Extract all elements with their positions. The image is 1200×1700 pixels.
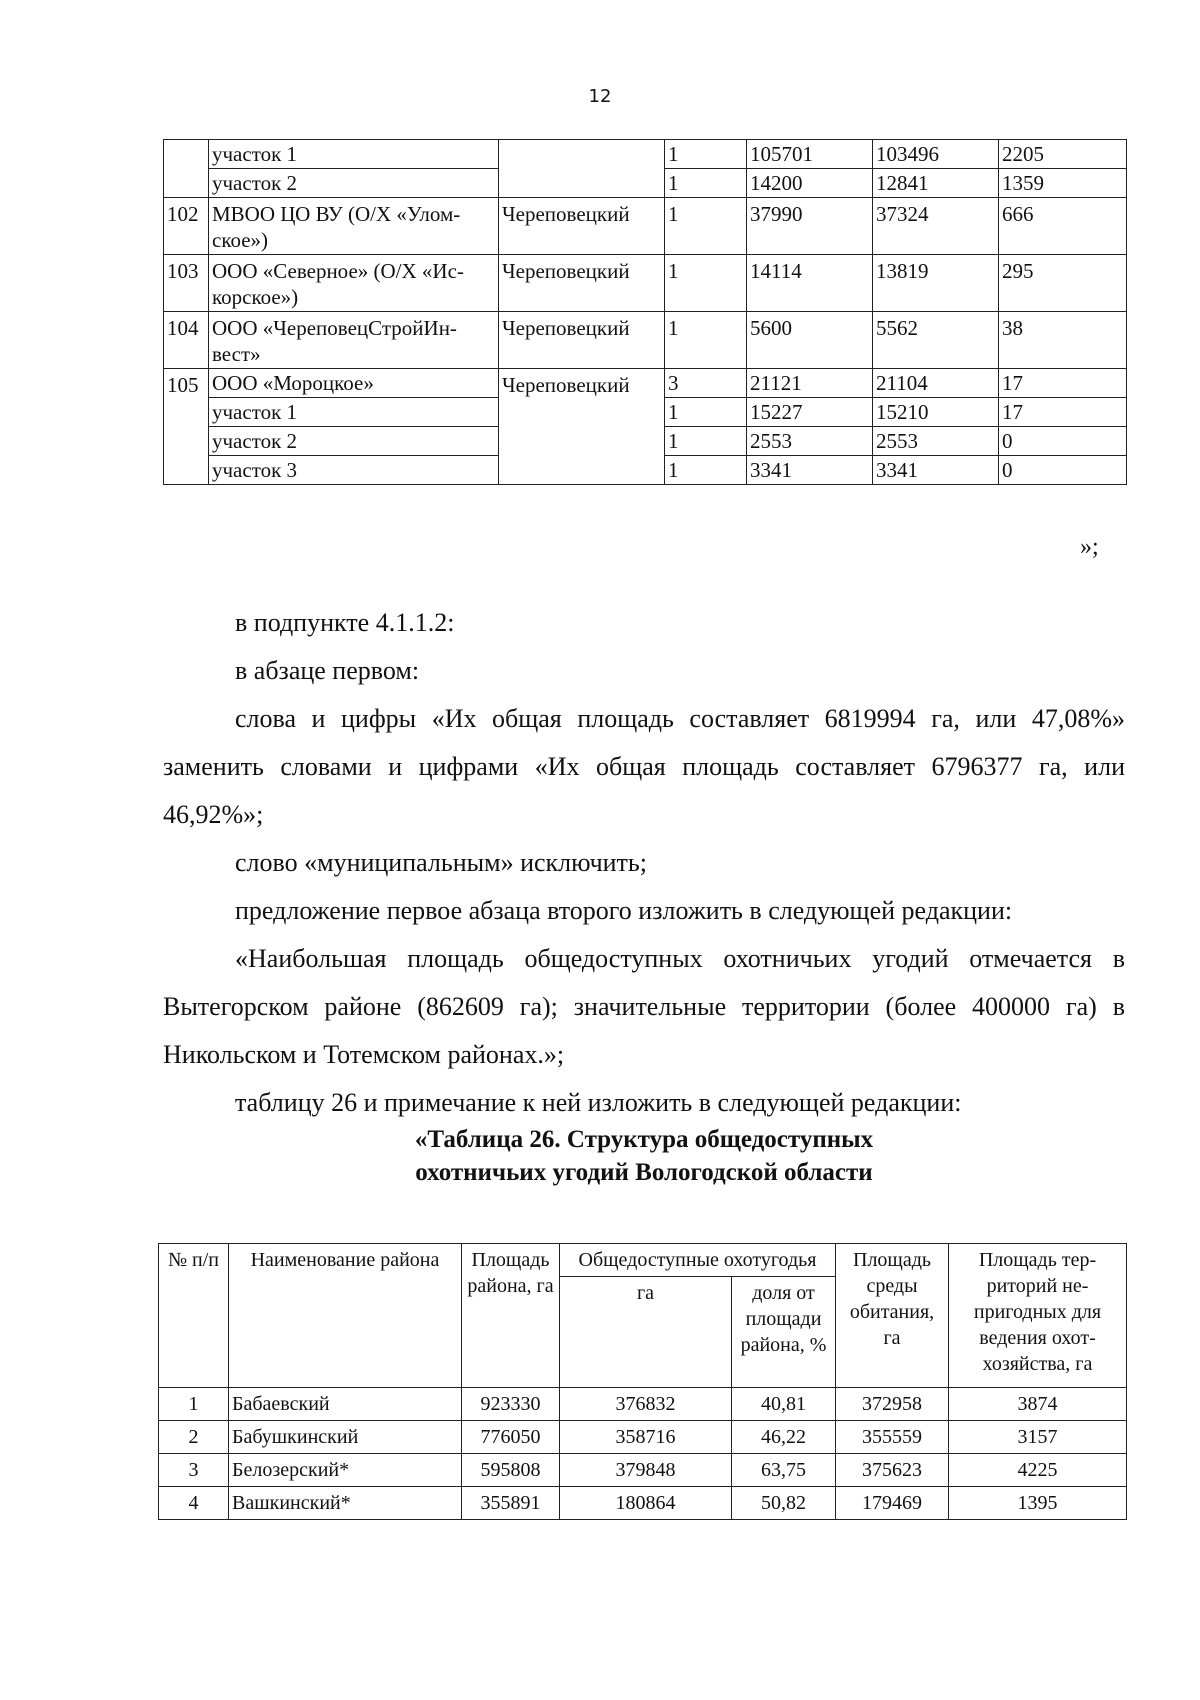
district-area-cell: 776050 [462, 1421, 560, 1454]
table-row [159, 1388, 1127, 1421]
table-row [159, 1487, 1127, 1520]
num-cell: 3 [159, 1454, 229, 1487]
name-cell: участок 2 [209, 169, 499, 198]
paragraph-quote-line-2: Вытегорском районе (862609 га); значительные территории (более 400000 га) в [163, 992, 1125, 1021]
table-row [164, 312, 1127, 369]
page-number: 12 [588, 86, 612, 107]
caption-line-1: «Таблица 26. Структура общедоступных [414, 1126, 874, 1153]
paragraph-replace-line-1: слова и цифры «Их общая площадь составляет 6819994 га, или 47,08%» [235, 704, 1125, 733]
share-cell: 50,82 [732, 1487, 836, 1520]
area-cell: 14200 [747, 169, 873, 198]
paragraph-replace-line-3: 46,92%»; [163, 800, 264, 829]
count-cell: 1 [665, 427, 747, 456]
district-area-cell: 595808 [462, 1454, 560, 1487]
district-name-cell: Бабушкинский [229, 1421, 462, 1454]
count-cell: 1 [665, 140, 747, 169]
header-row [159, 1244, 1127, 1277]
table-row [164, 140, 1127, 169]
paragraph-quote-line-3: Никольском и Тотемском районах.»; [163, 1040, 565, 1069]
share-cell: 40,81 [732, 1388, 836, 1421]
paragraph-exclude-word: слово «муниципальным» исключить; [235, 848, 648, 877]
public-hunting-grounds-table [158, 1243, 1127, 1520]
paragraph-quote-line-1: «Наибольшая площадь общедоступных охотничьих угодий отмечается в [235, 944, 1125, 973]
area-cell: 3341 [747, 456, 873, 485]
hunting-grounds-table-continued [163, 139, 1127, 485]
header-district-area: Площадь района, га [462, 1244, 560, 1388]
num-cell: 1 [159, 1388, 229, 1421]
closing-quote-mark: »; [1080, 534, 1099, 560]
num-cell: 4 [159, 1487, 229, 1520]
paragraph-replace-line-2: заменить словами и цифрами «Их общая площадь составляет 6796377 га, или [163, 752, 1125, 781]
area-cell: 14114 [747, 255, 873, 312]
unfit-cell: 4225 [949, 1454, 1127, 1487]
area-cell: 5600 [747, 312, 873, 369]
header-habitat-area: Площадь среды обитания, га [836, 1244, 949, 1388]
table-row [164, 198, 1127, 255]
habitat-cell: 15210 [873, 398, 999, 427]
area-cell: 105701 [747, 140, 873, 169]
name-cell: ООО «Мороцкое» [209, 369, 499, 398]
unfit-cell: 0 [999, 456, 1127, 485]
name-cell: участок 3 [209, 456, 499, 485]
unfit-cell: 1395 [949, 1487, 1127, 1520]
district-cell: Череповецкий [499, 369, 665, 485]
unfit-cell: 666 [999, 198, 1127, 255]
district-name-cell: Вашкинский* [229, 1487, 462, 1520]
habitat-cell: 37324 [873, 198, 999, 255]
header-public-grounds: Общедоступные охотугодья [560, 1244, 836, 1277]
count-cell: 1 [665, 456, 747, 485]
share-cell: 46,22 [732, 1421, 836, 1454]
row-number-cell [164, 140, 209, 198]
table-row [164, 369, 1127, 398]
name-cell: ООО «ЧереповецСтройИн-вест» [209, 312, 499, 369]
table-row [159, 1421, 1127, 1454]
habitat-cell: 375623 [836, 1454, 949, 1487]
public-ha-cell: 358716 [560, 1421, 732, 1454]
unfit-cell: 2205 [999, 140, 1127, 169]
district-name-cell: Белозерский* [229, 1454, 462, 1487]
name-cell: участок 1 [209, 398, 499, 427]
area-cell: 37990 [747, 198, 873, 255]
district-cell [499, 140, 665, 198]
habitat-cell: 355559 [836, 1421, 949, 1454]
habitat-cell: 103496 [873, 140, 999, 169]
habitat-cell: 372958 [836, 1388, 949, 1421]
header-district-name: Наименование района [229, 1244, 462, 1388]
paragraph-first-section: в абзаце первом: [235, 656, 420, 685]
caption-line-2: охотничьих угодий Вологодской области [415, 1159, 873, 1186]
row-number-cell: 104 [164, 312, 209, 369]
district-cell: Череповецкий [499, 255, 665, 312]
habitat-cell: 12841 [873, 169, 999, 198]
district-area-cell: 923330 [462, 1388, 560, 1421]
paragraph-new-sentence: предложение первое абзаца второго изложить в следующей редакции: [235, 896, 1013, 925]
unfit-cell: 17 [999, 369, 1127, 398]
share-cell: 63,75 [732, 1454, 836, 1487]
table-row [159, 1454, 1127, 1487]
district-cell: Череповецкий [499, 312, 665, 369]
unfit-cell: 1359 [999, 169, 1127, 198]
habitat-cell: 5562 [873, 312, 999, 369]
unfit-cell: 38 [999, 312, 1127, 369]
header-public-share: доля от площади района, % [732, 1277, 836, 1388]
count-cell: 3 [665, 369, 747, 398]
name-cell: участок 2 [209, 427, 499, 456]
row-number-cell: 105 [164, 369, 209, 485]
public-ha-cell: 379848 [560, 1454, 732, 1487]
table-caption [163, 1123, 1125, 1189]
habitat-cell: 21104 [873, 369, 999, 398]
header-public-ha: га [560, 1277, 732, 1388]
paragraph-table-intro: таблицу 26 и примечание к ней изложить в следующей редакции: [235, 1088, 962, 1117]
name-cell: МВОО ЦО ВУ (О/Х «Улом-ское») [209, 198, 499, 255]
area-cell: 2553 [747, 427, 873, 456]
row-number-cell: 102 [164, 198, 209, 255]
habitat-cell: 179469 [836, 1487, 949, 1520]
name-cell: ООО «Северное» (О/Х «Ис-корское») [209, 255, 499, 312]
district-name-cell: Бабаевский [229, 1388, 462, 1421]
unfit-cell: 0 [999, 427, 1127, 456]
district-area-cell: 355891 [462, 1487, 560, 1520]
paragraph-subclause: в подпункте 4.1.1.2: [235, 608, 455, 637]
public-ha-cell: 180864 [560, 1487, 732, 1520]
row-number-cell: 103 [164, 255, 209, 312]
count-cell: 1 [665, 312, 747, 369]
habitat-cell: 13819 [873, 255, 999, 312]
num-cell: 2 [159, 1421, 229, 1454]
table-row [164, 255, 1127, 312]
habitat-cell: 3341 [873, 456, 999, 485]
name-cell: участок 1 [209, 140, 499, 169]
unfit-cell: 3157 [949, 1421, 1127, 1454]
unfit-cell: 17 [999, 398, 1127, 427]
area-cell: 15227 [747, 398, 873, 427]
district-cell: Череповецкий [499, 198, 665, 255]
unfit-cell: 295 [999, 255, 1127, 312]
count-cell: 1 [665, 198, 747, 255]
count-cell: 1 [665, 398, 747, 427]
habitat-cell: 2553 [873, 427, 999, 456]
public-ha-cell: 376832 [560, 1388, 732, 1421]
count-cell: 1 [665, 255, 747, 312]
unfit-cell: 3874 [949, 1388, 1127, 1421]
header-unfit-area: Площадь тер-риторий не-пригодных для ведения охот-хозяйства, га [949, 1244, 1127, 1388]
header-num: № п/п [159, 1244, 229, 1388]
area-cell: 21121 [747, 369, 873, 398]
count-cell: 1 [665, 169, 747, 198]
